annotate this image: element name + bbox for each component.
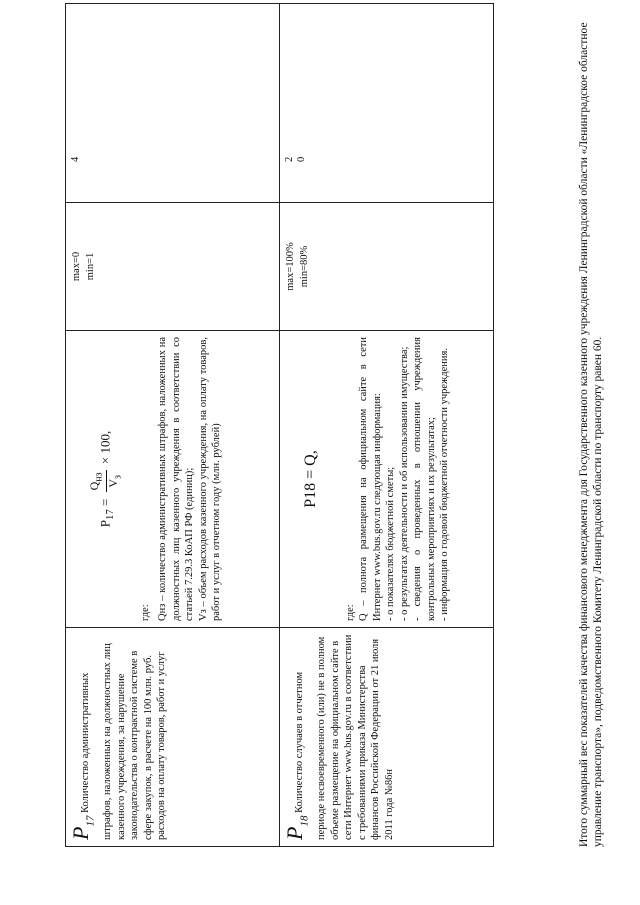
- fraction: $Q_{нз}$ $V_з$: [87, 472, 124, 491]
- score-cell: [280, 4, 494, 203]
- indicator-code: $P_{18}$: [282, 815, 311, 840]
- formula-description: [344, 337, 452, 621]
- formula: P18 = Q,: [302, 450, 319, 508]
- desc-line: - информация о годовой бюджетной отчетности учреждения.: [439, 348, 450, 621]
- table-row: [280, 4, 494, 847]
- indicator-name-cell: [280, 628, 494, 847]
- formula: $P_{17}$ = $Q_{нз}$ $V_з$ × 100,: [87, 430, 124, 528]
- threshold-cell: [280, 203, 494, 331]
- threshold-min: min=80%: [298, 245, 310, 288]
- indicator-name: Количество случаев в отчетном периоде несвоевременного (или) не в полном объеме размещение на официальном сайте в сети Интернет www.bus.gov.ru в соответствии с требованиями приказа Министерства финансов Российской Федерации от 21 июля 2011 года №86н: [294, 634, 395, 840]
- score-value: 2: [284, 156, 295, 162]
- threshold-min: min=1: [84, 252, 96, 281]
- where-label: где:: [139, 604, 151, 621]
- table-row: [66, 4, 280, 847]
- indicator-code: $P_{17}$: [68, 815, 97, 840]
- summary-footer: Итого суммарный вес показателей качества финансового менеджмента для Государственного казенного учреждения Ленинградской области «Ленинградское областное управление транспорта», подведомственного Комитету Ленинградской области по транспорту равен 60.: [578, 22, 604, 847]
- desc-line: - о результатах деятельности и об использовании имущества;: [398, 346, 410, 621]
- where-label: где:: [344, 604, 356, 621]
- score-value: 0: [296, 156, 307, 162]
- desc-line: Q – полнота размещения на официальном сайте в сети Интернет www.bus.gov.ru следующая информация:: [358, 337, 383, 621]
- indicator-name-cell: [66, 628, 280, 847]
- desc-line: - сведения о проведенных в отношении учреждения контрольных мероприятиях и их результатах;: [412, 337, 437, 621]
- formula-cell: [66, 331, 280, 628]
- threshold-max: max=0: [71, 251, 82, 282]
- score-cell: [66, 4, 280, 203]
- score-value: 4: [70, 156, 81, 162]
- desc-line: Qнз – количество административных штрафов, наложенных на должностных лиц казенного учреждения в соответствии со статьей 7.29.3 КоАП РФ (единиц);: [157, 337, 196, 621]
- indicators-table: [65, 3, 494, 847]
- desc-line: Vз – объем расходов казенного учреждения, на оплату товаров, работ и услуг в отчетном году (млн. рублей): [197, 337, 223, 621]
- threshold-cell: [66, 203, 280, 331]
- formula-description: [139, 337, 224, 621]
- formula-cell: [280, 331, 494, 628]
- indicator-name: Количество административных штрафов, наложенных на должностных лиц казенного учреждения, за нарушение законодательства о контрактной системе в сфере закупок, в расчете на 100 млн. руб. расходов на оплату товаров, работ и услуг: [80, 643, 168, 840]
- threshold-max: max=100%: [285, 242, 296, 291]
- desc-line: - о показателях бюджетной сметы;: [385, 466, 396, 621]
